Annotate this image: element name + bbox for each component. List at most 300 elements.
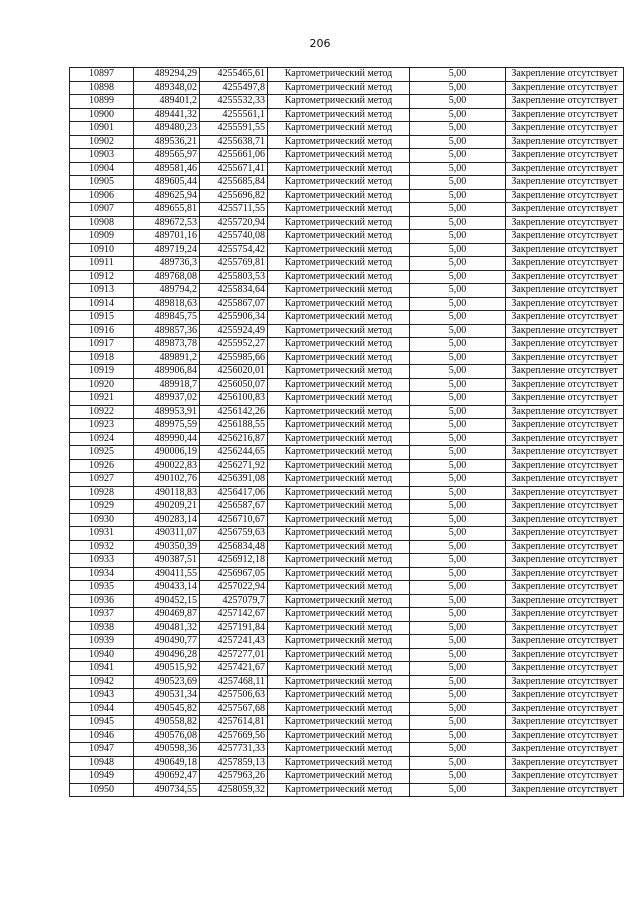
y-coordinate-cell: 4256020,01 [200,365,268,379]
table-row [70,122,624,136]
point-number-cell: 10928 [70,486,134,500]
x-coordinate-cell: 489401,2 [134,95,200,109]
table-row [70,608,624,622]
accuracy-cell: 5,00 [410,513,506,527]
point-number-cell: 10898 [70,81,134,95]
accuracy-cell: 5,00 [410,284,506,298]
method-cell: Картометрический метод [268,567,410,581]
accuracy-cell: 5,00 [410,392,506,406]
method-cell: Картометрический метод [268,257,410,271]
accuracy-cell: 5,00 [410,581,506,595]
table-row [70,81,624,95]
method-cell: Картометрический метод [268,176,410,190]
point-number-cell: 10909 [70,230,134,244]
point-number-cell: 10925 [70,446,134,460]
fixing-description-cell: Закрепление отсутствует [506,419,624,433]
y-coordinate-cell: 4255754,42 [200,243,268,257]
table-row [70,216,624,230]
point-number-cell: 10902 [70,135,134,149]
point-number-cell: 10943 [70,689,134,703]
point-number-cell: 10905 [70,176,134,190]
accuracy-cell: 5,00 [410,243,506,257]
table-row [70,648,624,662]
y-coordinate-cell: 4255803,53 [200,270,268,284]
x-coordinate-cell: 489536,21 [134,135,200,149]
x-coordinate-cell: 490452,15 [134,594,200,608]
table-row [70,594,624,608]
fixing-description-cell: Закрепление отсутствует [506,243,624,257]
x-coordinate-cell: 490102,76 [134,473,200,487]
x-coordinate-cell: 490598,36 [134,743,200,757]
accuracy-cell: 5,00 [410,297,506,311]
point-number-cell: 10916 [70,324,134,338]
point-number-cell: 10946 [70,729,134,743]
x-coordinate-cell: 489672,53 [134,216,200,230]
accuracy-cell: 5,00 [410,149,506,163]
y-coordinate-cell: 4255985,66 [200,351,268,365]
y-coordinate-cell: 4257241,43 [200,635,268,649]
y-coordinate-cell: 4255465,61 [200,68,268,82]
y-coordinate-cell: 4255532,33 [200,95,268,109]
method-cell: Картометрический метод [268,162,410,176]
point-number-cell: 10950 [70,783,134,797]
x-coordinate-cell: 490022,83 [134,459,200,473]
method-cell: Картометрический метод [268,203,410,217]
y-coordinate-cell: 4256188,55 [200,419,268,433]
method-cell: Картометрический метод [268,216,410,230]
x-coordinate-cell: 489818,63 [134,297,200,311]
table-row [70,689,624,703]
accuracy-cell: 5,00 [410,230,506,244]
y-coordinate-cell: 4257859,13 [200,756,268,770]
y-coordinate-cell: 4256244,65 [200,446,268,460]
accuracy-cell: 5,00 [410,459,506,473]
method-cell: Картометрический метод [268,324,410,338]
fixing-description-cell: Закрепление отсутствует [506,216,624,230]
fixing-description-cell: Закрепление отсутствует [506,257,624,271]
method-cell: Картометрический метод [268,729,410,743]
point-number-cell: 10901 [70,122,134,136]
table-row [70,162,624,176]
fixing-description-cell: Закрепление отсутствует [506,662,624,676]
fixing-description-cell: Закрепление отсутствует [506,648,624,662]
point-number-cell: 10930 [70,513,134,527]
method-cell: Картометрический метод [268,95,410,109]
method-cell: Картометрический метод [268,122,410,136]
y-coordinate-cell: 4256271,92 [200,459,268,473]
table-row [70,176,624,190]
fixing-description-cell: Закрепление отсутствует [506,365,624,379]
fixing-description-cell: Закрепление отсутствует [506,554,624,568]
y-coordinate-cell: 4257614,81 [200,716,268,730]
fixing-description-cell: Закрепление отсутствует [506,122,624,136]
x-coordinate-cell: 490515,92 [134,662,200,676]
method-cell: Картометрический метод [268,405,410,419]
x-coordinate-cell: 490469,87 [134,608,200,622]
table-row [70,324,624,338]
y-coordinate-cell: 4256050,07 [200,378,268,392]
fixing-description-cell: Закрепление отсутствует [506,500,624,514]
table-row [70,405,624,419]
y-coordinate-cell: 4257191,84 [200,621,268,635]
y-coordinate-cell: 4257421,67 [200,662,268,676]
point-number-cell: 10940 [70,648,134,662]
method-cell: Картометрический метод [268,648,410,662]
point-number-cell: 10911 [70,257,134,271]
method-cell: Картометрический метод [268,756,410,770]
table-row [70,135,624,149]
accuracy-cell: 5,00 [410,311,506,325]
accuracy-cell: 5,00 [410,635,506,649]
accuracy-cell: 5,00 [410,608,506,622]
method-cell: Картометрический метод [268,108,410,122]
table-row [70,716,624,730]
y-coordinate-cell: 4255834,64 [200,284,268,298]
fixing-description-cell: Закрепление отсутствует [506,743,624,757]
point-number-cell: 10921 [70,392,134,406]
method-cell: Картометрический метод [268,230,410,244]
point-number-cell: 10938 [70,621,134,635]
x-coordinate-cell: 489891,2 [134,351,200,365]
y-coordinate-cell: 4256912,18 [200,554,268,568]
method-cell: Картометрический метод [268,432,410,446]
coordinates-table-body [70,68,624,797]
fixing-description-cell: Закрепление отсутствует [506,311,624,325]
method-cell: Картометрический метод [268,689,410,703]
method-cell: Картометрический метод [268,284,410,298]
method-cell: Картометрический метод [268,365,410,379]
x-coordinate-cell: 489918,7 [134,378,200,392]
x-coordinate-cell: 490411,55 [134,567,200,581]
fixing-description-cell: Закрепление отсутствует [506,95,624,109]
method-cell: Картометрический метод [268,392,410,406]
y-coordinate-cell: 4256587,67 [200,500,268,514]
point-number-cell: 10944 [70,702,134,716]
point-number-cell: 10935 [70,581,134,595]
y-coordinate-cell: 4255671,41 [200,162,268,176]
accuracy-cell: 5,00 [410,162,506,176]
accuracy-cell: 5,00 [410,689,506,703]
y-coordinate-cell: 4257506,63 [200,689,268,703]
x-coordinate-cell: 489294,29 [134,68,200,82]
point-number-cell: 10947 [70,743,134,757]
fixing-description-cell: Закрепление отсутствует [506,108,624,122]
fixing-description-cell: Закрепление отсутствует [506,540,624,554]
point-number-cell: 10933 [70,554,134,568]
y-coordinate-cell: 4255924,49 [200,324,268,338]
x-coordinate-cell: 489605,44 [134,176,200,190]
x-coordinate-cell: 489625,94 [134,189,200,203]
fixing-description-cell: Закрепление отсутствует [506,270,624,284]
fixing-description-cell: Закрепление отсутствует [506,189,624,203]
fixing-description-cell: Закрепление отсутствует [506,432,624,446]
y-coordinate-cell: 4255952,27 [200,338,268,352]
point-number-cell: 10927 [70,473,134,487]
y-coordinate-cell: 4256759,63 [200,527,268,541]
accuracy-cell: 5,00 [410,135,506,149]
method-cell: Картометрический метод [268,149,410,163]
table-row [70,108,624,122]
accuracy-cell: 5,00 [410,540,506,554]
point-number-cell: 10910 [70,243,134,257]
accuracy-cell: 5,00 [410,189,506,203]
method-cell: Картометрический метод [268,338,410,352]
point-number-cell: 10903 [70,149,134,163]
method-cell: Картометрический метод [268,459,410,473]
accuracy-cell: 5,00 [410,446,506,460]
fixing-description-cell: Закрепление отсутствует [506,446,624,460]
fixing-description-cell: Закрепление отсутствует [506,297,624,311]
table-row [70,95,624,109]
table-row [70,662,624,676]
method-cell: Картометрический метод [268,473,410,487]
accuracy-cell: 5,00 [410,594,506,608]
y-coordinate-cell: 4255867,07 [200,297,268,311]
accuracy-cell: 5,00 [410,662,506,676]
point-number-cell: 10897 [70,68,134,82]
table-row [70,351,624,365]
accuracy-cell: 5,00 [410,500,506,514]
point-number-cell: 10929 [70,500,134,514]
fixing-description-cell: Закрепление отсутствует [506,594,624,608]
x-coordinate-cell: 489857,36 [134,324,200,338]
y-coordinate-cell: 4257468,11 [200,675,268,689]
point-number-cell: 10913 [70,284,134,298]
table-row [70,257,624,271]
accuracy-cell: 5,00 [410,419,506,433]
x-coordinate-cell: 489736,3 [134,257,200,271]
table-row [70,486,624,500]
accuracy-cell: 5,00 [410,257,506,271]
x-coordinate-cell: 490006,19 [134,446,200,460]
accuracy-cell: 5,00 [410,473,506,487]
point-number-cell: 10920 [70,378,134,392]
table-row [70,459,624,473]
y-coordinate-cell: 4257963,26 [200,770,268,784]
table-row [70,189,624,203]
y-coordinate-cell: 4255711,55 [200,203,268,217]
y-coordinate-cell: 4256216,87 [200,432,268,446]
y-coordinate-cell: 4256710,67 [200,513,268,527]
accuracy-cell: 5,00 [410,621,506,635]
x-coordinate-cell: 489937,02 [134,392,200,406]
fixing-description-cell: Закрепление отсутствует [506,702,624,716]
method-cell: Картометрический метод [268,297,410,311]
y-coordinate-cell: 4255497,8 [200,81,268,95]
accuracy-cell: 5,00 [410,365,506,379]
y-coordinate-cell: 4256834,48 [200,540,268,554]
y-coordinate-cell: 4257567,68 [200,702,268,716]
point-number-cell: 10914 [70,297,134,311]
accuracy-cell: 5,00 [410,675,506,689]
accuracy-cell: 5,00 [410,95,506,109]
method-cell: Картометрический метод [268,189,410,203]
y-coordinate-cell: 4256391,08 [200,473,268,487]
accuracy-cell: 5,00 [410,432,506,446]
table-row [70,446,624,460]
x-coordinate-cell: 490558,82 [134,716,200,730]
fixing-description-cell: Закрепление отсутствует [506,527,624,541]
fixing-description-cell: Закрепление отсутствует [506,581,624,595]
fixing-description-cell: Закрепление отсутствует [506,473,624,487]
y-coordinate-cell: 4256142,26 [200,405,268,419]
table-row [70,783,624,797]
accuracy-cell: 5,00 [410,216,506,230]
fixing-description-cell: Закрепление отсутствует [506,729,624,743]
fixing-description-cell: Закрепление отсутствует [506,459,624,473]
fixing-description-cell: Закрепление отсутствует [506,783,624,797]
y-coordinate-cell: 4257669,56 [200,729,268,743]
fixing-description-cell: Закрепление отсутствует [506,135,624,149]
table-row [70,243,624,257]
method-cell: Картометрический метод [268,743,410,757]
point-number-cell: 10912 [70,270,134,284]
fixing-description-cell: Закрепление отсутствует [506,149,624,163]
x-coordinate-cell: 490531,34 [134,689,200,703]
table-row [70,554,624,568]
table-row [70,149,624,163]
method-cell: Картометрический метод [268,513,410,527]
fixing-description-cell: Закрепление отсутствует [506,68,624,82]
method-cell: Картометрический метод [268,68,410,82]
y-coordinate-cell: 4258059,32 [200,783,268,797]
accuracy-cell: 5,00 [410,702,506,716]
x-coordinate-cell: 490734,55 [134,783,200,797]
x-coordinate-cell: 489990,44 [134,432,200,446]
y-coordinate-cell: 4257277,01 [200,648,268,662]
method-cell: Картометрический метод [268,581,410,595]
point-number-cell: 10924 [70,432,134,446]
method-cell: Картометрический метод [268,770,410,784]
method-cell: Картометрический метод [268,486,410,500]
fixing-description-cell: Закрепление отсутствует [506,716,624,730]
accuracy-cell: 5,00 [410,405,506,419]
point-number-cell: 10900 [70,108,134,122]
fixing-description-cell: Закрепление отсутствует [506,338,624,352]
point-number-cell: 10922 [70,405,134,419]
accuracy-cell: 5,00 [410,108,506,122]
point-number-cell: 10939 [70,635,134,649]
y-coordinate-cell: 4257142,67 [200,608,268,622]
method-cell: Картометрический метод [268,608,410,622]
x-coordinate-cell: 489953,91 [134,405,200,419]
x-coordinate-cell: 490496,28 [134,648,200,662]
table-row [70,392,624,406]
coordinates-table [69,67,624,797]
method-cell: Картометрический метод [268,662,410,676]
fixing-description-cell: Закрепление отсутствует [506,675,624,689]
table-row [70,230,624,244]
point-number-cell: 10936 [70,594,134,608]
x-coordinate-cell: 489906,84 [134,365,200,379]
method-cell: Картометрический метод [268,378,410,392]
table-row [70,500,624,514]
x-coordinate-cell: 489441,32 [134,108,200,122]
point-number-cell: 10923 [70,419,134,433]
method-cell: Картометрический метод [268,446,410,460]
point-number-cell: 10931 [70,527,134,541]
table-row [70,770,624,784]
x-coordinate-cell: 490523,69 [134,675,200,689]
table-row [70,540,624,554]
x-coordinate-cell: 490481,32 [134,621,200,635]
y-coordinate-cell: 4256967,05 [200,567,268,581]
point-number-cell: 10932 [70,540,134,554]
point-number-cell: 10906 [70,189,134,203]
accuracy-cell: 5,00 [410,68,506,82]
method-cell: Картометрический метод [268,702,410,716]
y-coordinate-cell: 4255561,1 [200,108,268,122]
y-coordinate-cell: 4255720,94 [200,216,268,230]
x-coordinate-cell: 490387,51 [134,554,200,568]
table-row [70,675,624,689]
y-coordinate-cell: 4257079,7 [200,594,268,608]
y-coordinate-cell: 4255696,82 [200,189,268,203]
y-coordinate-cell: 4255740,08 [200,230,268,244]
x-coordinate-cell: 490311,07 [134,527,200,541]
fixing-description-cell: Закрепление отсутствует [506,513,624,527]
method-cell: Картометрический метод [268,554,410,568]
x-coordinate-cell: 490209,21 [134,500,200,514]
y-coordinate-cell: 4255769,81 [200,257,268,271]
method-cell: Картометрический метод [268,635,410,649]
x-coordinate-cell: 489873,78 [134,338,200,352]
method-cell: Картометрический метод [268,270,410,284]
method-cell: Картометрический метод [268,243,410,257]
page-number: 206 [309,37,331,50]
fixing-description-cell: Закрепление отсутствует [506,378,624,392]
fixing-description-cell: Закрепление отсутствует [506,351,624,365]
accuracy-cell: 5,00 [410,567,506,581]
x-coordinate-cell: 490576,08 [134,729,200,743]
x-coordinate-cell: 490490,77 [134,635,200,649]
method-cell: Картометрический метод [268,783,410,797]
fixing-description-cell: Закрепление отсутствует [506,81,624,95]
point-number-cell: 10919 [70,365,134,379]
fixing-description-cell: Закрепление отсутствует [506,608,624,622]
accuracy-cell: 5,00 [410,743,506,757]
accuracy-cell: 5,00 [410,783,506,797]
table-row [70,621,624,635]
fixing-description-cell: Закрепление отсутствует [506,635,624,649]
x-coordinate-cell: 490545,82 [134,702,200,716]
point-number-cell: 10945 [70,716,134,730]
table-row [70,635,624,649]
accuracy-cell: 5,00 [410,729,506,743]
method-cell: Картометрический метод [268,351,410,365]
accuracy-cell: 5,00 [410,770,506,784]
table-row [70,743,624,757]
fixing-description-cell: Закрепление отсутствует [506,689,624,703]
table-row [70,527,624,541]
fixing-description-cell: Закрепление отсутствует [506,162,624,176]
point-number-cell: 10907 [70,203,134,217]
accuracy-cell: 5,00 [410,716,506,730]
x-coordinate-cell: 489480,23 [134,122,200,136]
table-row [70,297,624,311]
table-row [70,567,624,581]
table-row [70,284,624,298]
method-cell: Картометрический метод [268,527,410,541]
y-coordinate-cell: 4256417,06 [200,486,268,500]
method-cell: Картометрический метод [268,311,410,325]
point-number-cell: 10941 [70,662,134,676]
method-cell: Картометрический метод [268,419,410,433]
fixing-description-cell: Закрепление отсутствует [506,756,624,770]
point-number-cell: 10908 [70,216,134,230]
x-coordinate-cell: 489845,75 [134,311,200,325]
x-coordinate-cell: 489768,08 [134,270,200,284]
